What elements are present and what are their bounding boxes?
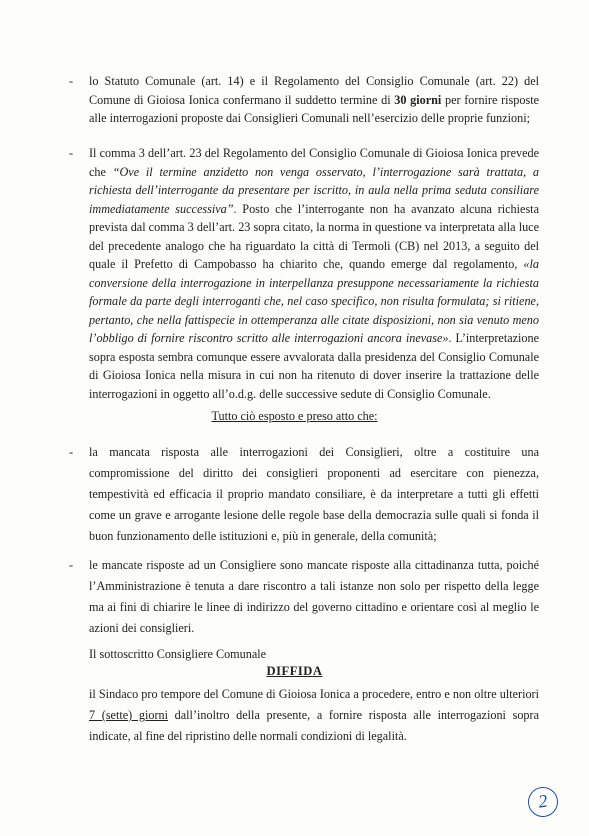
text-segment: il Sindaco pro tempore del Comune di Gioiosa Ionica a procedere, entro e non oltre ulteriori <box>89 687 539 701</box>
final-paragraph <box>89 684 539 747</box>
list-item <box>69 144 540 403</box>
prefect-quote: «la conversione della interrogazione in interpellanza presuppone necessariamente la richiesta formale da parte degli interroganti che, nel caso specifico, non risulta formulata; si ritiene, pertanto, che nella fattispecie in ottemperanza alle citate disposizioni, non sia venuto meno l’obbligo di fornire riscontro scritto alle interrogazioni ancora inevase» <box>89 257 539 345</box>
text-segment: . Posto che l’interrogante non ha avanzato alcuna richiesta prevista dal comma 3 dell’art. 23 sopra citato, la norma in questione va interpretata alla luce del precedente analogo che ha riguardato la città di Termoli (CB) nel 2013, a seguito del quale il Prefetto di Campobasso ha chiarito che, quando emerge dal regolamento, <box>89 201 539 271</box>
emphasis-term: 30 giorni <box>394 92 442 107</box>
bullet-dash: - <box>69 74 74 88</box>
text-segment: . L’interpretazione sopra esposta sembra comunque essere avvalorata dalla presidenza del Consiglio Comunale di Gioiosa Ionica nella misura in cui non ha ritenuto di dover inserire la trattazione delle interrogazioni in oggetto all’o.d.g. delle successive sedute di Consiglio Comunale. <box>89 331 540 401</box>
page-number: 2 <box>526 785 560 819</box>
text-segment: la mancata risposta alle interrogazioni dei Consiglieri, oltre a costituire una compromissione del diritto dei consiglieri proponenti ad esercitare con pienezza, tempestività ed efficacia il proprio mandato consiliare, è da interpretare a tutti gli effetti come un grave e arrogante lesione delle regole base della democrazia sulle quali si fonda il buon funzionamento delle istituzioni e, più in generale, della comunità; <box>89 445 539 543</box>
text-segment: Il comma 3 dell’art. 23 del Regolamento del Consiglio Comunale di Gioiosa Ionica prevede che <box>89 146 539 179</box>
section-heading: Tutto ciò esposto e preso atto che: <box>211 409 378 423</box>
diffida-title: DIFFIDA <box>266 664 323 678</box>
signatory-line: Il sottoscritto Consigliere Comunale <box>89 647 267 661</box>
regulation-quote: “Ove il termine anzidetto non venga osservato, l’interrogazione sarà trattata, a richiesta dell’interrogante da presentare per iscritto, in aula nella prima seduta consiliare immediatamente successiva” <box>89 164 540 216</box>
text-segment: dall’inoltro della presente, a fornire risposta alle interrogazioni sopra indicate, al fine del ripristino delle normali condizioni di legalità. <box>89 708 539 743</box>
text-segment: le mancate risposte ad un Consigliere sono mancate risposte alla cittadinanza tutta, poiché l’Amministrazione è tenuta a dare riscontro a tali istanze non solo per rispetto della legge ma ai fini di chiarire le linee di indirizzo del governo cittadino e orientare così al meglio le azioni dei consiglieri. <box>89 558 539 635</box>
bullet-dash: - <box>69 146 74 160</box>
bullet-dash: - <box>69 558 74 572</box>
bullet-dash: - <box>69 445 74 459</box>
deadline-term: 7 (sette) giorni <box>89 708 168 722</box>
list-item <box>69 72 539 128</box>
list-item <box>69 442 539 547</box>
list-item <box>69 555 539 639</box>
text-segment: lo Statuto Comunale (art. 14) e il Regolamento del Consiglio Comunale (art. 22) del Comune di Gioiosa Ionica confermano il suddetto termine di <box>89 74 539 107</box>
text-segment: per fornire risposte alle interrogazioni proposte dai Consiglieri Comunali nell’esercizio delle proprie funzioni; <box>89 92 539 125</box>
